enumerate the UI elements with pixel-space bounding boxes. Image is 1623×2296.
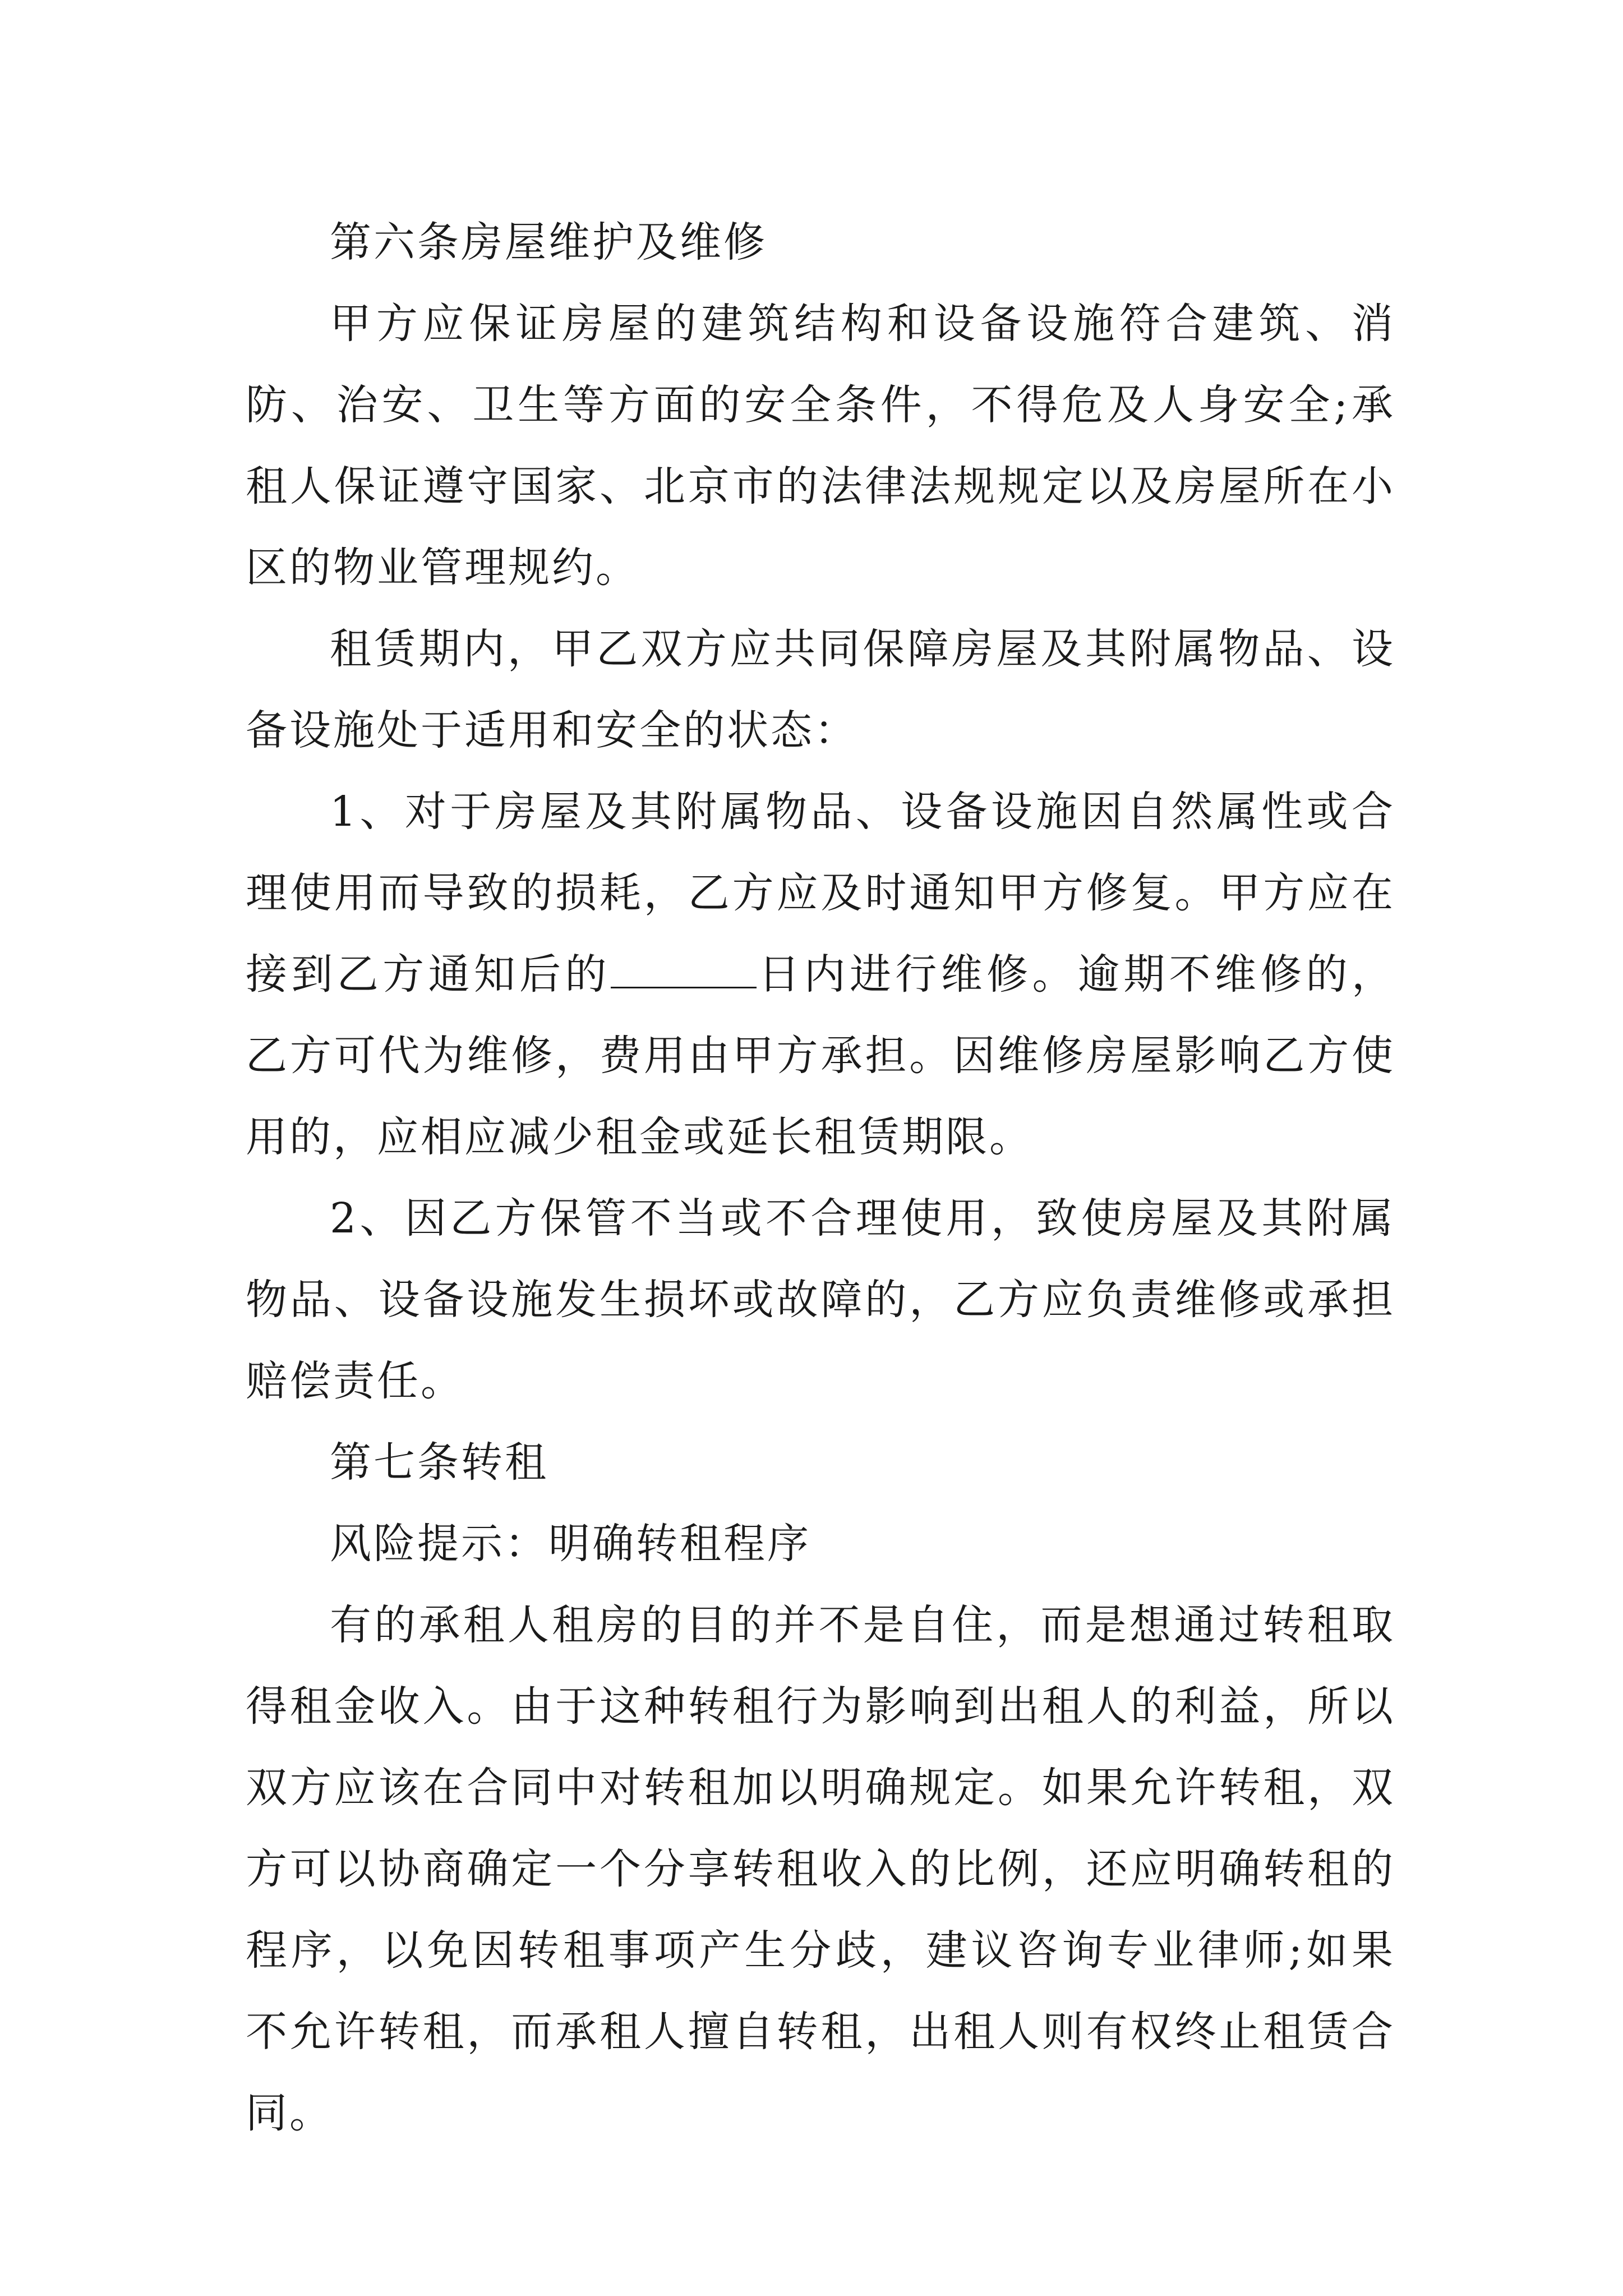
fill-in-blank (611, 953, 757, 988)
article-6-item-1 (246, 771, 1395, 1178)
risk-notice-title: 风险提示：明确转租程序 (330, 1520, 811, 1568)
document-body (246, 202, 1395, 2154)
article-7-title: 第七条转租 (330, 1438, 548, 1487)
article-6-item-2: 2、因乙方保管不当或不合理使用，致使房屋及其附属物品、设备设施发生损坏或故障的，乙方应负责维修或承担赔偿责任。 (246, 1194, 1395, 1405)
article-6-paragraph-2: 租赁期内，甲乙双方应共同保障房屋及其附属物品、设备设施处于适用和安全的状态： (246, 625, 1395, 754)
item-1-text-before: 1、对于房屋及其附属物品、设备设施因自然属性或合理使用而导致的损耗，乙方应及时通知甲方修复。甲方应在接到乙方通知后的 (246, 788, 1395, 999)
article-6-paragraph-1: 甲方应保证房屋的建筑结构和设备设施符合建筑、消防、治安、卫生等方面的安全条件，不得危及人身安全;承租人保证遵守国家、北京市的法律法规规定以及房屋所在小区的物业管理规约。 (246, 300, 1395, 592)
article-6-title: 第六条房屋维护及维修 (330, 218, 767, 266)
item-1-text-after: 日内进行维修。逾期不维修的，乙方可代为维修，费用由甲方承担。因维修房屋影响乙方使用的，应相应减少租金或延长租赁期限。 (246, 950, 1396, 1161)
article-7-paragraph-1: 有的承租人租房的目的并不是自住，而是想通过转租取得租金收入。由于这种转租行为影响到出租人的利益，所以双方应该在合同中对转租加以明确规定。如果允许转租，双方可以协商确定一个分享转租收入的比例，还应明确转租的程序，以免因转租事项产生分歧，建议咨询专业律师;如果不允许转租，而承租人擅自转租，出租人则有权终止租赁合同。 (246, 1601, 1395, 2137)
